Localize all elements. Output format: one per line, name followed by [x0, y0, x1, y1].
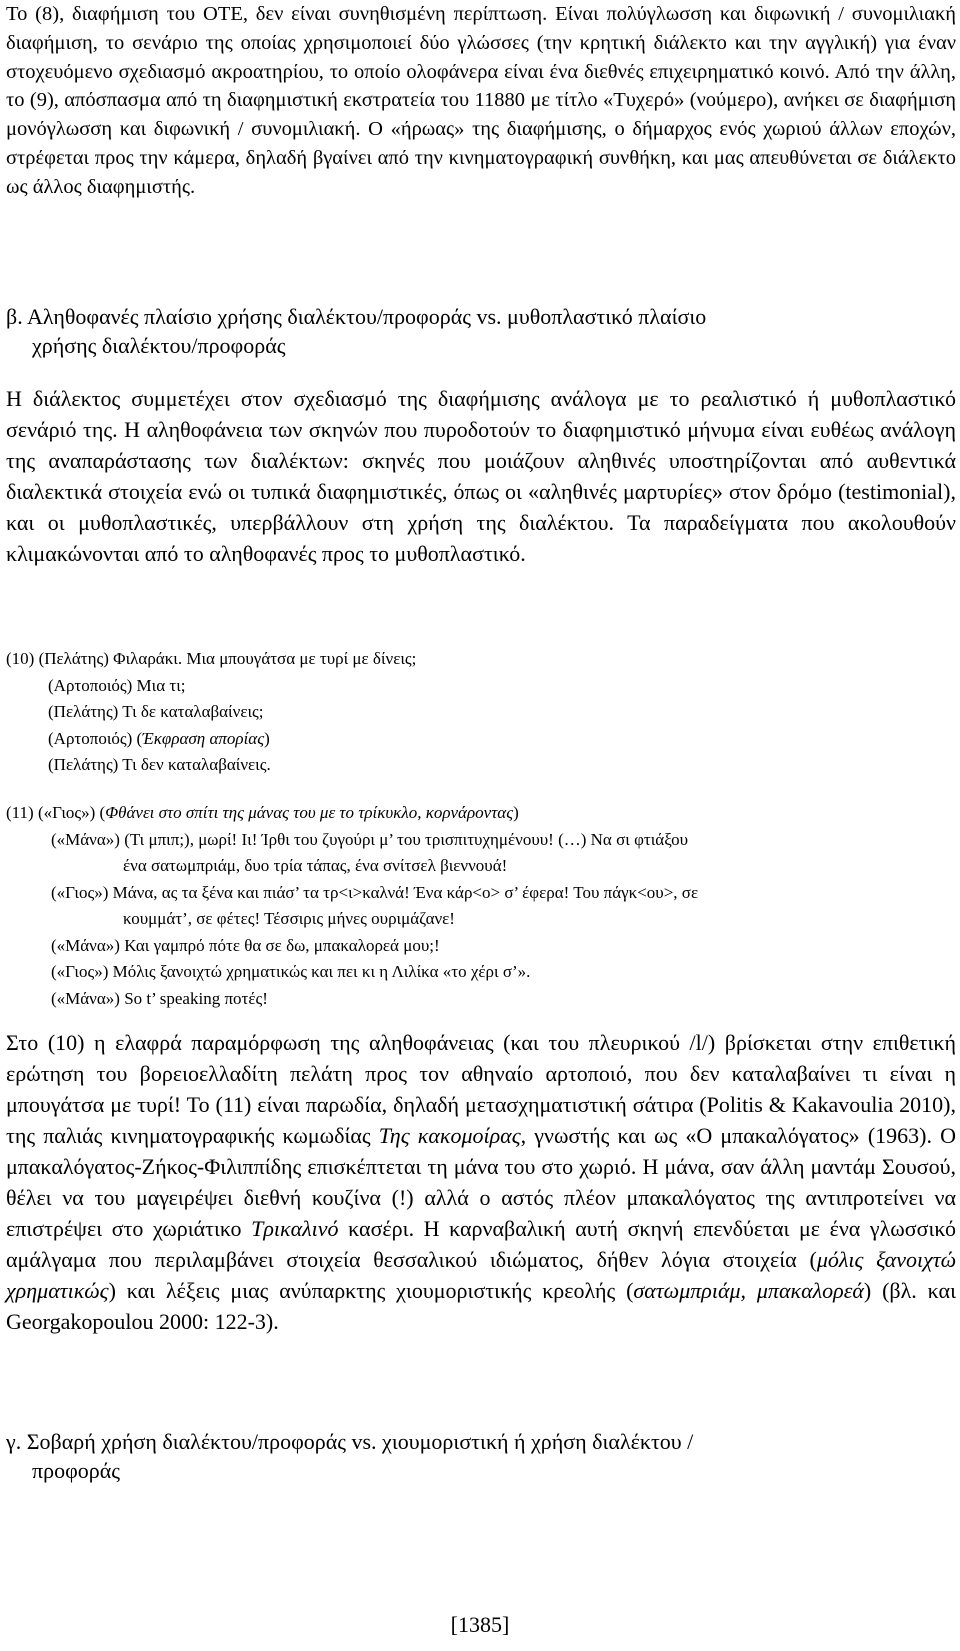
page-number: [1385]: [450, 1612, 510, 1637]
section-heading-b-line1: β. Αληθοφανές πλαίσιο χρήσης διαλέκτου/προφοράς vs. μυθοπλαστικό πλαίσιο: [6, 304, 707, 329]
italic-term: σατωμπριάμ, μπακαλορεά: [633, 1278, 864, 1303]
example-11-line: ένα σατωμπριάμ, δυο τρία τάπας, ένα σνίτσελ βιεννουά!: [123, 856, 508, 875]
stage-direction: Φθάνει στο σπίτι της μάνας του με το τρίκυκλο, κορνάροντας: [105, 803, 514, 822]
section-heading-b-line2: χρήσης διαλέκτου/προφοράς: [32, 333, 286, 358]
section-heading-c-line1: γ. Σοβαρή χρήση διαλέκτου/προφοράς vs. χιουμοριστική ή χρήση διαλέκτου /: [6, 1429, 694, 1454]
example-10: [6, 646, 956, 779]
example-11-line: κουμμάτ’, σε φέτες! Τέσσιρις μήνες ουριμάζανε!: [123, 909, 455, 928]
paragraph-realism-vs-fiction: Η διάλεκτος συμμετέχει στον σχεδιασμό της διαφήμισης ανάλογα με το ρεαλιστικό ή μυθοπλαστικό σενάριό της. Η αληθοφάνεια των σκηνών που πυροδοτούν το διαφημιστικό μήνυμα είναι ευθέως ανάλογη της αναπαράστασης των διαλέκτων: σκηνές που μοιάζουν αληθινές υποστηρίζονται από αυθεντικά διαλεκτικά στοιχεία ενώ οι τυπικά διαφημιστικές, όπως οι «αληθινές μαρτυρίες» στον δρόμο (testimonial), και οι μυθοπλαστικές, υπερβάλλουν στη χρήση της διαλέκτου. Τα παραδείγματα που ακολουθούν κλιμακώνονται από το αληθοφανές προς το μυθοπλαστικό.: [6, 386, 956, 566]
example-10-line: (Αρτοποιός) (Έκφραση απορίας): [48, 728, 270, 748]
paragraph-examples-discussion: Στο (10) η ελαφρά παραμόρφωση της αληθοφάνειας (και του πλευρικού /l/) βρίσκεται στην επιθετική ερώτηση του βορειοελλαδίτη πελάτη προς τον αθηναίο αρτοποιό, που δεν καταλαβαίνει τι είναι η μπουγάτσα με τυρί! Το (11) είναι παρωδία, δηλαδή μετασχηματιστική σάτιρα (Politis & Kakavoulia 2010), της παλιάς κινηματογραφικής κωμωδίας Της κακομοίρας, γνωστής και ως «Ο μπακαλόγατος» (1963). Ο μπακαλόγατος-Ζήκος-Φιλιππίδης επισκέπτεται τη μάνα του στο χωριό. Η μάνα, σαν άλλη μαντάμ Σουσού, θέλει να του μαγειρέψει διεθνή κουζίνα (!) αλλά ο αστός πλέον μπακαλόγατος της αντιπροτείνει να επιστρέψει στο χωριάτικο Τρικαλινό κασέρι. Η καρναβαλική αυτή σκηνή επενδύεται με ένα γλωσσικό αμάλγαμα που περιλαμβάνει στοιχεία θεσσαλικού ιδιώματος, δήθεν λόγια στοιχεία (μόλις ξανοιχτώ χρηματικώς) και λέξεις μιας ανύπαρκτης χιουμοριστικής κρεολής (σατωμπριάμ, μπακαλορεά) (βλ. και Georgakopoulou 2000: 122-3).: [6, 1030, 957, 1334]
example-11: [6, 800, 956, 1012]
section-heading-c: [6, 1427, 956, 1485]
section-heading-b: [6, 302, 956, 360]
example-11-line: (11) («Γιος») (Φθάνει στο σπίτι της μάνας του με το τρίκυκλο, κορνάροντας): [6, 803, 519, 822]
section-heading-c-line2: προφοράς: [32, 1458, 120, 1483]
example-11-line: («Μάνα») (Τι μπιπ;), μωρί! Ιι! Ίρθι του ζυγούρι μ’ του τρισπιτυχημένουυ! (…) Να σι φτιάξου: [51, 829, 689, 849]
stage-direction: Έκφραση απορίας: [142, 728, 265, 748]
italic-term: μόλις ξανοιχτώ χρηματικώς: [6, 1247, 957, 1303]
example-10-line: (Αρτοποιός) Μια τι;: [48, 675, 186, 695]
example-11-line: («Μάνα») Και γαμπρό πότε θα σε δω, μπακαλορεά μου;!: [51, 935, 440, 955]
example-10-line: (10) (Πελάτης) Φιλαράκι. Μια μπουγάτσα με τυρί με δίνεις;: [6, 649, 417, 668]
example-10-line: (Πελάτης) Τι δεν καταλαβαίνεις.: [48, 755, 271, 774]
italic-term: Τρικαλινό: [251, 1216, 339, 1241]
example-11-line: («Γιος») Μόλις ξανοιχτώ χρηματικώς και πει κι η Λιλίκα «το χέρι σ’».: [51, 962, 531, 981]
example-11-line: («Μάνα») So t’ speaking ποτές!: [51, 988, 268, 1008]
paragraph-ads-8-9: Το (8), διαφήμιση του ΟΤΕ, δεν είναι συνηθισμένη περίπτωση. Είναι πολύγλωσση και διφωνική / συνομιλιακή διαφήμιση, το σενάριο της οποίας χρησιμοποιεί δύο γλώσσες (την κρητική διάλεκτο και την αγγλική) για έναν στοχευόμενο σχεδιασμό ακροατηρίου, το οποίο ολοφάνερα είναι ένα διεθνές επιχειρηματικό κοινό. Από την άλλη, το (9), απόσπασμα από τη διαφημιστική εκστρατεία του 11880 με τίτλο «Τυχερό» (νούμερο), ανήκει σε διαφήμιση μονόγλωσση και διφωνική / συνομιλιακή. Ο «ήρωας» της διαφήμισης, ο δήμαρχος ενός χωριού άλλων εποχών, στρέφεται προς την κάμερα, δηλαδή βγαίνει από την κινηματογραφική συνθήκη, και μας απευθύνεται σε διάλεκτο ως άλλος διαφημιστής.: [6, 3, 956, 198]
example-11-line: («Γιος») Μάνα, ας τα ξένα και πιάσ’ τα τρ<ι>καλνά! Ένα κάρ<ο> σ’ έφερα! Του πάγκ<ου>, σε: [51, 882, 699, 902]
example-10-line: (Πελάτης) Τι δε καταλαβαίνεις;: [48, 702, 264, 721]
film-title: Της κακομοίρας: [378, 1123, 521, 1148]
